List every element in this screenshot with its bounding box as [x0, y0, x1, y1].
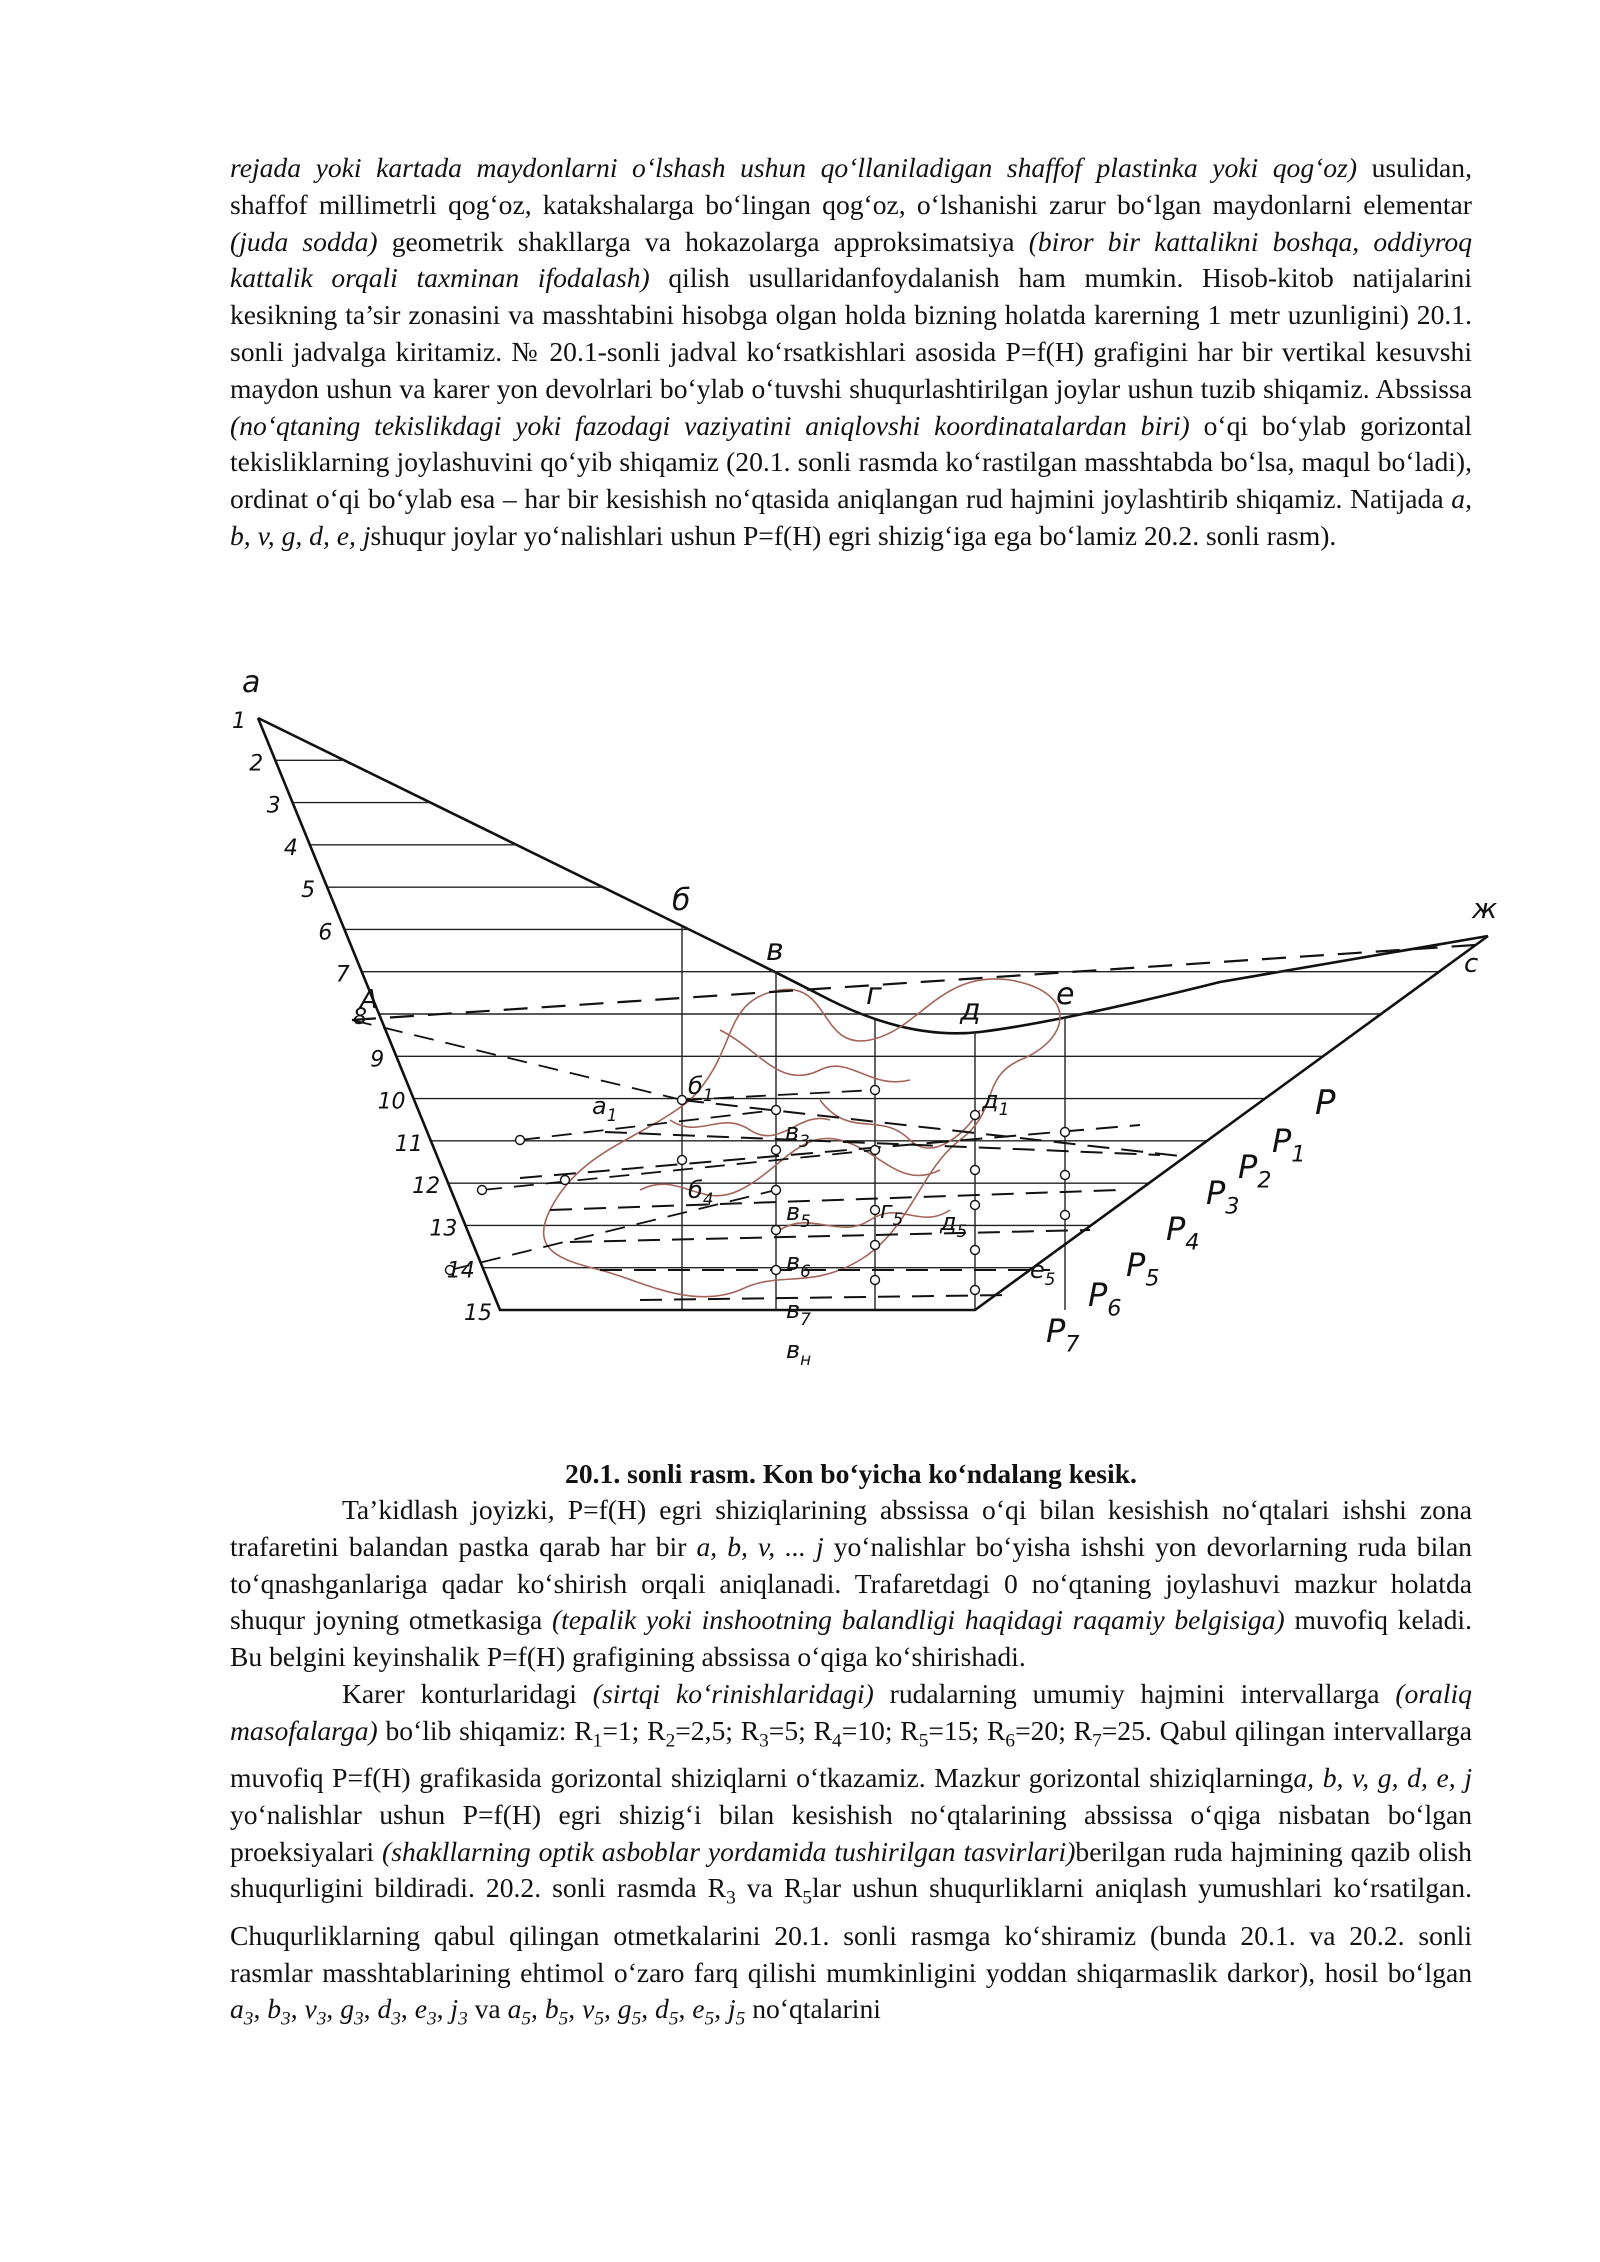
label-b: б	[672, 883, 691, 918]
level-label-12: 12	[412, 1174, 441, 1200]
p-line-4	[550, 1190, 1120, 1210]
cross-section-figure	[220, 670, 1500, 1410]
intersection-point-17	[971, 1246, 980, 1255]
intersection-point-2	[772, 1106, 781, 1115]
paragraph-bottom	[230, 1492, 1472, 2039]
label-P1: $P_1$	[1272, 1122, 1306, 1168]
figure-caption: 20.1. sonli rasm. Kon bo‘yicha ko‘ndalang kesik.	[565, 1458, 1137, 1489]
paragraph-bottom-1: Ta’kidlash joyizki, P=f(H) egri shiziqlarining abssissa o‘qi bilan kesishish no‘qtalari ishshi zona trafaretini balandan pastka qarab har bir a, b, v, ... j yo‘nalishlar bo‘yisha ishshi yon devorlarning ruda bilan to‘qnashganlariga qadar ko‘shirish orqali aniqlanadi. Trafaretdagi 0 no‘qtaning joylashuvi mazkur holatda shuqur joyning otmetkasiga (tepalik yoki inshootning balandligi haqidagi raqamiy belgisiga) muvofiq keladi. Bu belgini keyinshalik P=f(H) grafigining abssissa o‘qiga ko‘shirishadi.	[230, 1494, 1472, 1673]
label-a: a	[242, 670, 261, 700]
p-line-P	[352, 945, 1475, 1020]
point-label-10: $е_5$	[1030, 1256, 1056, 1290]
intersection-point-12	[871, 1206, 880, 1215]
point-label-7: $г_5$	[880, 1196, 904, 1230]
intersection-point-5	[1061, 1128, 1070, 1137]
connect-line-5	[450, 1190, 776, 1270]
label-v: в	[766, 933, 784, 968]
level-label-15: 15	[464, 1301, 492, 1326]
ore-body-contour-3	[640, 1138, 940, 1195]
label-P2: $P_2$	[1238, 1148, 1272, 1194]
p-line-2	[605, 1132, 1160, 1155]
paragraph-bottom-2: Karer konturlaridagi (sirtqi ko‘rinishlaridagi) rudalarning umumiy hajmini intervallarga (oraliq masofalarga) bo‘lib shiqamiz: $R_1=1$; $R_2=2,5$; $R_3=5$; $R_4=10$; $R_5=15$; $R_6=20$; $R_7=25$. Qabul qilingan intervallarga muvofiq P=f(H) grafikasida gorizontal shiziqlarni o‘tkazamiz. Mazkur gorizontal shiziqlarninga, b, v, g, d, e, j yo‘nalishlar ushun P=f(H) egri shizig‘i bilan kesishish no‘qtalarining abssissa o‘qiga nisbatan bo‘lgan proeksiyalari (shakllarning optik asboblar yordamida tushirilgan tasvirlari)berilgan ruda hajmining qazib olish shuqurligini bildiradi. 20.2. sonli rasmda $R_3$ va $R_5lar$ ushun shuqurliklarni aniqlash yumushlari ko‘rsatilgan. Chuqurliklarning qabul qilingan otmetkalarini 20.1. sonli rasmga ko‘shiramiz (bunda 20.1. va 20.2. sonli rasmlar masshtablarining ehtimol o‘zaro farq qilishi mumkinligini yoddan shiqarmaslik darkor), hosil bo‘lgan $a_3$, $b_3$, $v_3$, $g_3$, $d_3$, $e_3$, $j_3$ va $a_5$, $b_5$, $v_5$, $g_5$, $d_5$, $e_5$, $j_5$ no‘qtalarini	[230, 1677, 1472, 2030]
intersection-point-8	[971, 1166, 980, 1175]
label-g: г	[866, 977, 882, 1012]
label-P4: $P_4$	[1166, 1210, 1200, 1256]
level-label-13: 13	[429, 1216, 458, 1242]
point-label-6: $в_5$	[786, 1198, 811, 1232]
level-label-8: 8	[353, 1005, 367, 1030]
level-label-3: 3	[266, 793, 281, 819]
intersection-point-6	[772, 1146, 781, 1155]
level-label-10: 10	[377, 1089, 406, 1115]
label-c: c	[1464, 949, 1479, 979]
label-e: е	[1056, 977, 1075, 1012]
point-label-8: $д_5$	[940, 1208, 968, 1242]
label-P3: $P_3$	[1206, 1174, 1240, 1220]
intersection-point-16	[871, 1241, 880, 1250]
point-label-5: $б_4$	[688, 1176, 714, 1210]
label-d: д	[960, 993, 981, 1028]
level-label-7: 7	[335, 962, 350, 988]
label-P7: $P_7$	[1046, 1312, 1080, 1358]
intersection-point-18	[772, 1266, 781, 1275]
label-P5: $P_5$	[1126, 1246, 1160, 1292]
level-label-4: 4	[283, 835, 298, 861]
level-label-1: 1	[232, 709, 246, 734]
cross-section-diagram	[220, 670, 1500, 1410]
point-label-4: $в_3$	[785, 1118, 810, 1152]
intersection-point-15	[772, 1226, 781, 1235]
intersection-point-9	[1061, 1171, 1070, 1180]
intersection-point-3	[871, 1086, 880, 1095]
level-label-14: 14	[446, 1258, 475, 1284]
paragraph-top-text: rejada yoki kartada maydonlarni o‘lshash ushun qo‘llaniladigan shaffof plastinka yoki qog‘oz) usulidan, shaffof millimetrli qog‘oz, katakshalarga bo‘lingan qog‘oz, o‘lshanishi zarur bo‘lgan maydonlarni elementar (juda sodda) geometrik shakllarga va hokazolarga approksimatsiya (biror bir kattalikni boshqa, oddiyroq kattalik orqali taxminan ifodalash) qilish usullaridanfoydalanish ham mumkin. Hisob-kitob natijalarini kesikning ta’sir zonasini va masshtabini hisobga olgan holda bizning holatda karerning 1 metr uzunligini) 20.1. sonli jadvalga kiritamiz. № 20.1-sonli jadval ko‘rsatkishlari asosida P=f(H) grafigini har bir vertikal kesuvshi maydon ushun va karer yon devolrlari bo‘ylab o‘tuvshi shuqurlashtirilgan joylar ushun tuzib shiqamiz. Abssissa (no‘qtaning tekislikdagi yoki fazodagi vaziyatini aniqlovshi koordinatalardan biri) o‘qi bo‘ylab gorizontal tekisliklarning joylashuvini qo‘yib shiqamiz (20.1. sonli rasmda ko‘rastilgan masshtabda bo‘lsa, maqul bo‘ladi), ordinat o‘qi bo‘ylab esa – har bir kesishish no‘qtasida aniqlangan rud hajmini joylashtirib shiqamiz. Natijada a, b, v, g, d, e, jshuqur joylar yo‘nalishlari ushun P=f(H) egri shizig‘iga ega bo‘lamiz 20.2. sonli rasm).	[230, 152, 1473, 551]
level-label-11: 11	[394, 1131, 423, 1157]
level-label-6: 6	[318, 920, 333, 946]
connect-line-1	[352, 1020, 682, 1100]
point-label-3: $д_1$	[982, 1086, 1010, 1120]
intersection-point-11	[772, 1186, 781, 1195]
intersection-point-22	[561, 1176, 570, 1185]
connect-line-4	[482, 1150, 875, 1190]
intersection-point-19	[871, 1276, 880, 1285]
intersection-point-1	[678, 1096, 687, 1105]
point-label-2: $б_1$	[688, 1072, 714, 1106]
level-label-5: 5	[301, 878, 316, 904]
intersection-point-20	[971, 1286, 980, 1295]
point-label-11: $в_7$	[786, 1296, 811, 1330]
intersection-point-10	[678, 1156, 687, 1165]
point-label-12: $в_н$	[786, 1336, 812, 1370]
intersection-point-23	[478, 1186, 487, 1195]
intersection-point-14	[1061, 1211, 1070, 1220]
intersection-point-21	[516, 1136, 525, 1145]
intersection-point-7	[871, 1146, 880, 1155]
point-label-1: $a_1$	[592, 1092, 618, 1126]
level-label-2: 2	[249, 751, 264, 777]
point-label-9: $в_6$	[786, 1248, 811, 1282]
label-P6: $P_6$	[1088, 1276, 1122, 1322]
paragraph-top	[230, 150, 1472, 555]
label-A: A	[360, 985, 378, 1015]
intersection-point-4	[971, 1111, 980, 1120]
intersection-point-13	[971, 1201, 980, 1210]
label-zh: ж	[1472, 892, 1498, 925]
p-line-5	[570, 1230, 1090, 1242]
label-P: P	[1315, 1083, 1336, 1123]
level-label-9: 9	[370, 1047, 385, 1073]
